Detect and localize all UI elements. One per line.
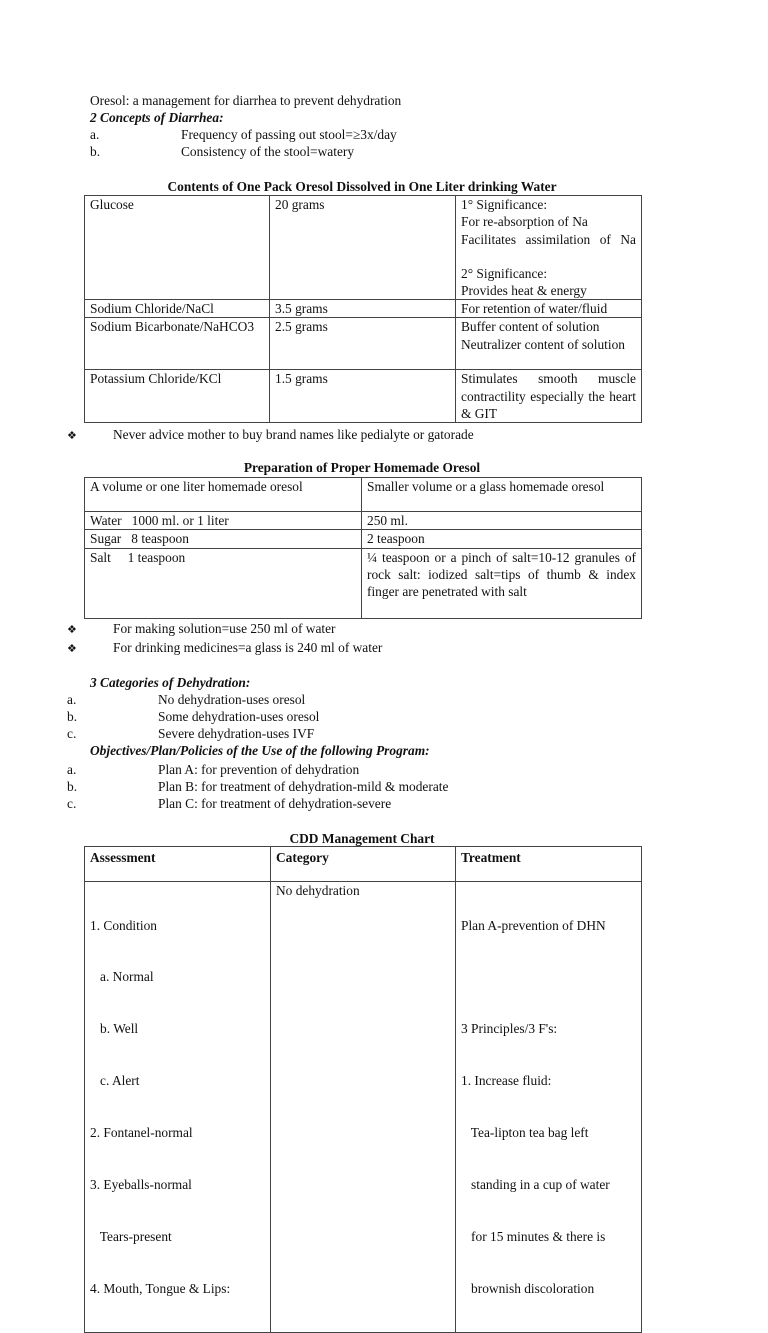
table-cell: For retention of water/fluid: [456, 300, 642, 318]
table-row: [85, 318, 642, 370]
cell-line: for 15 minutes & there is: [461, 1228, 606, 1244]
table-row: [85, 530, 642, 548]
cell-line: 4. Mouth, Tongue & Lips:: [90, 1280, 231, 1296]
table-row: [85, 478, 642, 512]
table-cell: Sodium Chloride/NaCl: [85, 300, 270, 318]
cell-line: 2. Fontanel-normal: [90, 1125, 193, 1141]
list-marker: a.: [90, 127, 100, 142]
contents-table-title: Contents of One Pack Oresol Dissolved in One Liter drinking Water: [167, 179, 557, 194]
dehydration-heading: 3 Categories of Dehydration:: [90, 675, 251, 690]
cell-line: Buffer content of solution: [461, 319, 600, 335]
cdd-chart-title: CDD Management Chart: [289, 831, 435, 846]
list-text: Plan A: for prevention of dehydration: [158, 762, 360, 777]
list-item: [0, 708, 768, 725]
cell-line: standing in a cup of water: [461, 1176, 610, 1192]
cell-line: Tears-present: [90, 1228, 172, 1244]
table-cell: 2 teaspoon: [362, 530, 642, 548]
list-marker: b.: [67, 779, 78, 794]
concepts-heading: 2 Concepts of Diarrhea:: [90, 110, 224, 125]
list-text: Frequency of passing out stool=≥3x/day: [181, 127, 397, 142]
table-row: [85, 847, 642, 882]
cell-line: b. Well: [90, 1021, 139, 1037]
table-row: [85, 300, 642, 318]
bullet-icon: ❖: [67, 429, 77, 442]
cell-line: 2° Significance:: [461, 265, 548, 281]
list-text: No dehydration-uses oresol: [158, 692, 306, 707]
table-cell: Smaller volume or a glass homemade oresol: [362, 478, 642, 512]
cell-line: 3. Eyeballs-normal: [90, 1177, 192, 1193]
homemade-table: [84, 477, 642, 619]
cell-line: 3 Principles/3 F's:: [461, 1021, 558, 1037]
table-row: [85, 548, 642, 618]
list-text: Consistency of the stool=watery: [181, 144, 355, 159]
table-cell: Sodium Bicarbonate/NaHCO3: [85, 318, 270, 370]
table-cell: [456, 318, 642, 370]
cdd-chart-table: [84, 846, 642, 1333]
list-item: [0, 143, 768, 160]
table-cell: Stimulates smooth muscle contractility especially the heart & GIT: [456, 370, 642, 423]
bullet-item: [0, 426, 768, 443]
table-cell: No dehydration: [271, 882, 456, 1333]
list-text: Severe dehydration-uses IVF: [158, 726, 315, 741]
cell-line: 1. Condition: [90, 917, 157, 933]
cell-line: Provides heat & energy: [461, 282, 587, 298]
bullet-text: Never advice mother to buy brand names like pedialyte or gatorade: [113, 427, 474, 442]
list-text: Plan C: for treatment of dehydration-severe: [158, 796, 392, 811]
list-marker: a.: [67, 762, 77, 777]
table-cell: [456, 196, 642, 300]
table-row: [85, 512, 642, 530]
homemade-table-title: Preparation of Proper Homemade Oresol: [243, 460, 481, 475]
list-text: Plan B: for treatment of dehydration-mild & moderate: [158, 779, 449, 794]
table-cell: 250 ml.: [362, 512, 642, 530]
list-item: [0, 691, 768, 708]
list-marker: c.: [67, 726, 77, 741]
table-cell: Water 1000 ml. or 1 liter: [85, 512, 362, 530]
table-cell: Potassium Chloride/KCl: [85, 370, 270, 423]
table-cell: [456, 882, 642, 1333]
table-row: [85, 196, 642, 300]
list-marker: b.: [67, 709, 78, 724]
list-marker: a.: [67, 692, 77, 707]
table-cell: A volume or one liter homemade oresol: [85, 478, 362, 512]
table-cell: [85, 882, 271, 1333]
table-header-cell: Assessment: [85, 847, 271, 882]
table-cell: 2.5 grams: [270, 318, 456, 370]
table-row: [85, 882, 642, 1333]
cell-line: Facilitates assimilation of Na: [461, 231, 636, 247]
list-item: [0, 795, 768, 812]
cell-line: 1° Significance:: [461, 197, 548, 212]
list-marker: b.: [90, 144, 101, 159]
cell-line: 1. Increase fluid:: [461, 1072, 552, 1088]
bullet-icon: ❖: [67, 623, 77, 636]
cell-line: Tea-lipton tea bag left: [461, 1124, 589, 1140]
table-cell: Glucose: [85, 196, 270, 300]
cell-line: brownish discoloration: [461, 1280, 595, 1296]
bullet-item: [0, 639, 768, 656]
table-cell: 1.5 grams: [270, 370, 456, 423]
cell-line: a. Normal: [90, 969, 154, 985]
list-item: [0, 725, 768, 742]
table-cell: 20 grams: [270, 196, 456, 300]
table-header-cell: Category: [271, 847, 456, 882]
list-item: [0, 761, 768, 778]
cell-line: For re-absorption of Na: [461, 214, 588, 230]
bullet-text: For drinking medicines=a glass is 240 ml of water: [113, 640, 383, 655]
list-text: Some dehydration-uses oresol: [158, 709, 320, 724]
table-cell: 3.5 grams: [270, 300, 456, 318]
table-row: [85, 370, 642, 423]
cell-line: [461, 968, 636, 985]
bullet-icon: ❖: [67, 642, 77, 655]
table-cell: ¼ teaspoon or a pinch of salt=10-12 granules of rock salt: iodized salt=tips of thumb & index finger are penetrated with salt: [362, 548, 642, 618]
table-cell: Sugar 8 teaspoon: [85, 530, 362, 548]
intro-line: Oresol: a management for diarrhea to prevent dehydration: [90, 93, 402, 108]
objectives-heading: Objectives/Plan/Policies of the Use of the following Program:: [90, 743, 430, 758]
bullet-item: [0, 620, 768, 637]
list-item: [0, 126, 768, 143]
list-item: [0, 778, 768, 795]
cell-line: Plan A-prevention of DHN: [461, 917, 606, 933]
contents-table: [84, 195, 642, 423]
bullet-text: For making solution=use 250 ml of water: [113, 621, 336, 636]
cell-line: c. Alert: [90, 1073, 140, 1089]
table-header-cell: Treatment: [456, 847, 642, 882]
list-marker: c.: [67, 796, 77, 811]
cell-line: Neutralizer content of solution: [461, 336, 625, 352]
table-cell: Salt 1 teaspoon: [85, 548, 362, 618]
